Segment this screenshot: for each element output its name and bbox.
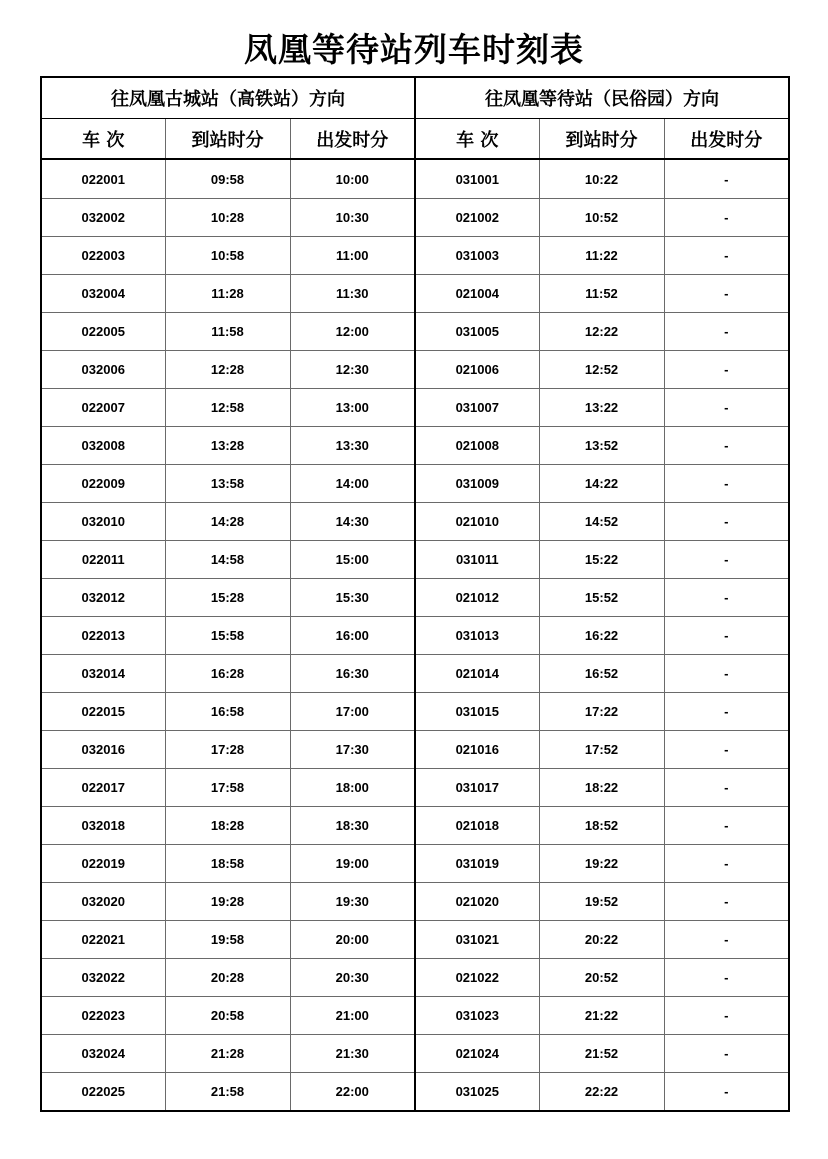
departure-time-cell: - [664,731,789,769]
departure-time-cell: 14:00 [290,465,415,503]
train-number-cell: 021004 [415,275,539,313]
table-row [41,541,789,579]
table-row [41,1035,789,1073]
departure-time-cell: - [664,199,789,237]
column-header-arrival: 到站时分 [165,119,290,160]
arrival-time-cell: 14:22 [539,465,664,503]
train-number-cell: 022017 [41,769,165,807]
arrival-time-cell: 20:52 [539,959,664,997]
train-number-cell: 031021 [415,921,539,959]
arrival-time-cell: 10:52 [539,199,664,237]
table-row [41,921,789,959]
train-number-cell: 021010 [415,503,539,541]
arrival-time-cell: 10:28 [165,199,290,237]
arrival-time-cell: 17:52 [539,731,664,769]
departure-time-cell: - [664,921,789,959]
arrival-time-cell: 11:22 [539,237,664,275]
departure-time-cell: 22:00 [290,1073,415,1112]
train-number-cell: 031017 [415,769,539,807]
arrival-time-cell: 16:28 [165,655,290,693]
departure-time-cell: - [664,465,789,503]
departure-time-cell: - [664,883,789,921]
arrival-time-cell: 14:52 [539,503,664,541]
train-number-cell: 032002 [41,199,165,237]
arrival-time-cell: 14:58 [165,541,290,579]
departure-time-cell: - [664,237,789,275]
table-row [41,427,789,465]
arrival-time-cell: 16:58 [165,693,290,731]
train-number-cell: 022005 [41,313,165,351]
arrival-time-cell: 19:58 [165,921,290,959]
departure-time-cell: - [664,503,789,541]
train-number-cell: 031013 [415,617,539,655]
departure-time-cell: 11:30 [290,275,415,313]
train-number-cell: 032006 [41,351,165,389]
departure-time-cell: 18:30 [290,807,415,845]
departure-time-cell: - [664,769,789,807]
train-number-cell: 031007 [415,389,539,427]
train-number-cell: 021006 [415,351,539,389]
arrival-time-cell: 22:22 [539,1073,664,1112]
departure-time-cell: 20:00 [290,921,415,959]
train-number-cell: 032014 [41,655,165,693]
departure-time-cell: 14:30 [290,503,415,541]
arrival-time-cell: 17:58 [165,769,290,807]
departure-time-cell: - [664,541,789,579]
arrival-time-cell: 11:58 [165,313,290,351]
train-number-cell: 022003 [41,237,165,275]
arrival-time-cell: 11:52 [539,275,664,313]
column-header-arrival: 到站时分 [539,119,664,160]
column-header-departure: 出发时分 [290,119,415,160]
page-title: 凤凰等待站列车时刻表 [244,30,584,69]
departure-time-cell: 17:00 [290,693,415,731]
table-row [41,617,789,655]
arrival-time-cell: 21:58 [165,1073,290,1112]
departure-time-cell: 19:30 [290,883,415,921]
train-number-cell: 021014 [415,655,539,693]
table-row [41,579,789,617]
departure-time-cell: 21:30 [290,1035,415,1073]
direction-header-right: 往凤凰等待站（民俗园）方向 [415,77,789,119]
departure-time-cell: - [664,1035,789,1073]
train-number-cell: 032004 [41,275,165,313]
train-number-cell: 031003 [415,237,539,275]
departure-time-cell: 13:00 [290,389,415,427]
arrival-time-cell: 20:28 [165,959,290,997]
train-number-cell: 032022 [41,959,165,997]
departure-time-cell: - [664,959,789,997]
table-row [41,959,789,997]
arrival-time-cell: 12:28 [165,351,290,389]
arrival-time-cell: 18:28 [165,807,290,845]
train-number-cell: 022025 [41,1073,165,1112]
train-number-cell: 031015 [415,693,539,731]
departure-time-cell: 12:30 [290,351,415,389]
arrival-time-cell: 18:22 [539,769,664,807]
column-header-train-no: 车 次 [415,119,539,160]
arrival-time-cell: 21:22 [539,997,664,1035]
departure-time-cell: - [664,159,789,199]
train-number-cell: 021012 [415,579,539,617]
arrival-time-cell: 14:28 [165,503,290,541]
table-row [41,275,789,313]
train-number-cell: 032016 [41,731,165,769]
departure-time-cell: - [664,807,789,845]
train-number-cell: 021002 [415,199,539,237]
departure-time-cell: 15:00 [290,541,415,579]
departure-time-cell: 20:30 [290,959,415,997]
table-row [41,465,789,503]
train-number-cell: 021022 [415,959,539,997]
departure-time-cell: - [664,427,789,465]
arrival-time-cell: 09:58 [165,159,290,199]
column-header-train-no: 车 次 [41,119,165,160]
arrival-time-cell: 12:52 [539,351,664,389]
train-number-cell: 031009 [415,465,539,503]
departure-time-cell: 15:30 [290,579,415,617]
table-row [41,389,789,427]
timetable-body [41,159,789,1111]
train-number-cell: 022019 [41,845,165,883]
column-header-row [41,119,789,160]
arrival-time-cell: 19:22 [539,845,664,883]
table-row [41,313,789,351]
arrival-time-cell: 21:52 [539,1035,664,1073]
departure-time-cell: 16:30 [290,655,415,693]
table-row [41,997,789,1035]
table-row [41,807,789,845]
arrival-time-cell: 15:58 [165,617,290,655]
train-number-cell: 021016 [415,731,539,769]
table-row [41,845,789,883]
departure-time-cell: - [664,351,789,389]
departure-time-cell: - [664,275,789,313]
timetable [40,76,790,1112]
train-number-cell: 021008 [415,427,539,465]
departure-time-cell: 16:00 [290,617,415,655]
departure-time-cell: - [664,313,789,351]
table-row [41,693,789,731]
train-number-cell: 022011 [41,541,165,579]
table-row [41,655,789,693]
arrival-time-cell: 13:28 [165,427,290,465]
train-number-cell: 021020 [415,883,539,921]
departure-time-cell: - [664,845,789,883]
arrival-time-cell: 20:22 [539,921,664,959]
train-number-cell: 031011 [415,541,539,579]
arrival-time-cell: 18:58 [165,845,290,883]
departure-time-cell: - [664,1073,789,1112]
departure-time-cell: 21:00 [290,997,415,1035]
arrival-time-cell: 18:52 [539,807,664,845]
table-row [41,883,789,921]
departure-time-cell: - [664,997,789,1035]
arrival-time-cell: 11:28 [165,275,290,313]
departure-time-cell: 10:30 [290,199,415,237]
train-number-cell: 031025 [415,1073,539,1112]
train-number-cell: 031019 [415,845,539,883]
column-header-departure: 出发时分 [664,119,789,160]
train-number-cell: 032024 [41,1035,165,1073]
arrival-time-cell: 19:52 [539,883,664,921]
train-number-cell: 022001 [41,159,165,199]
table-row [41,351,789,389]
departure-time-cell: - [664,579,789,617]
arrival-time-cell: 12:58 [165,389,290,427]
train-number-cell: 032020 [41,883,165,921]
arrival-time-cell: 17:22 [539,693,664,731]
table-row [41,731,789,769]
train-number-cell: 021024 [415,1035,539,1073]
direction-header-row [41,77,789,119]
train-number-cell: 032008 [41,427,165,465]
table-row [41,769,789,807]
train-number-cell: 022007 [41,389,165,427]
departure-time-cell: 13:30 [290,427,415,465]
arrival-time-cell: 13:22 [539,389,664,427]
arrival-time-cell: 13:52 [539,427,664,465]
train-number-cell: 032010 [41,503,165,541]
arrival-time-cell: 12:22 [539,313,664,351]
arrival-time-cell: 16:52 [539,655,664,693]
table-row [41,1073,789,1112]
train-number-cell: 031001 [415,159,539,199]
departure-time-cell: 18:00 [290,769,415,807]
train-number-cell: 022021 [41,921,165,959]
departure-time-cell: - [664,693,789,731]
departure-time-cell: 17:30 [290,731,415,769]
table-row [41,503,789,541]
arrival-time-cell: 15:52 [539,579,664,617]
departure-time-cell: - [664,389,789,427]
train-number-cell: 032012 [41,579,165,617]
arrival-time-cell: 20:58 [165,997,290,1035]
train-number-cell: 031005 [415,313,539,351]
arrival-time-cell: 10:58 [165,237,290,275]
departure-time-cell: 10:00 [290,159,415,199]
departure-time-cell: 11:00 [290,237,415,275]
arrival-time-cell: 21:28 [165,1035,290,1073]
train-number-cell: 031023 [415,997,539,1035]
departure-time-cell: 19:00 [290,845,415,883]
table-row [41,199,789,237]
arrival-time-cell: 16:22 [539,617,664,655]
arrival-time-cell: 15:22 [539,541,664,579]
arrival-time-cell: 15:28 [165,579,290,617]
train-number-cell: 022009 [41,465,165,503]
train-number-cell: 022023 [41,997,165,1035]
arrival-time-cell: 13:58 [165,465,290,503]
arrival-time-cell: 17:28 [165,731,290,769]
arrival-time-cell: 19:28 [165,883,290,921]
departure-time-cell: - [664,617,789,655]
departure-time-cell: 12:00 [290,313,415,351]
table-row [41,237,789,275]
arrival-time-cell: 10:22 [539,159,664,199]
train-number-cell: 022015 [41,693,165,731]
train-number-cell: 022013 [41,617,165,655]
direction-header-left: 往凤凰古城站（高铁站）方向 [41,77,415,119]
train-number-cell: 021018 [415,807,539,845]
table-row [41,159,789,199]
departure-time-cell: - [664,655,789,693]
train-number-cell: 032018 [41,807,165,845]
